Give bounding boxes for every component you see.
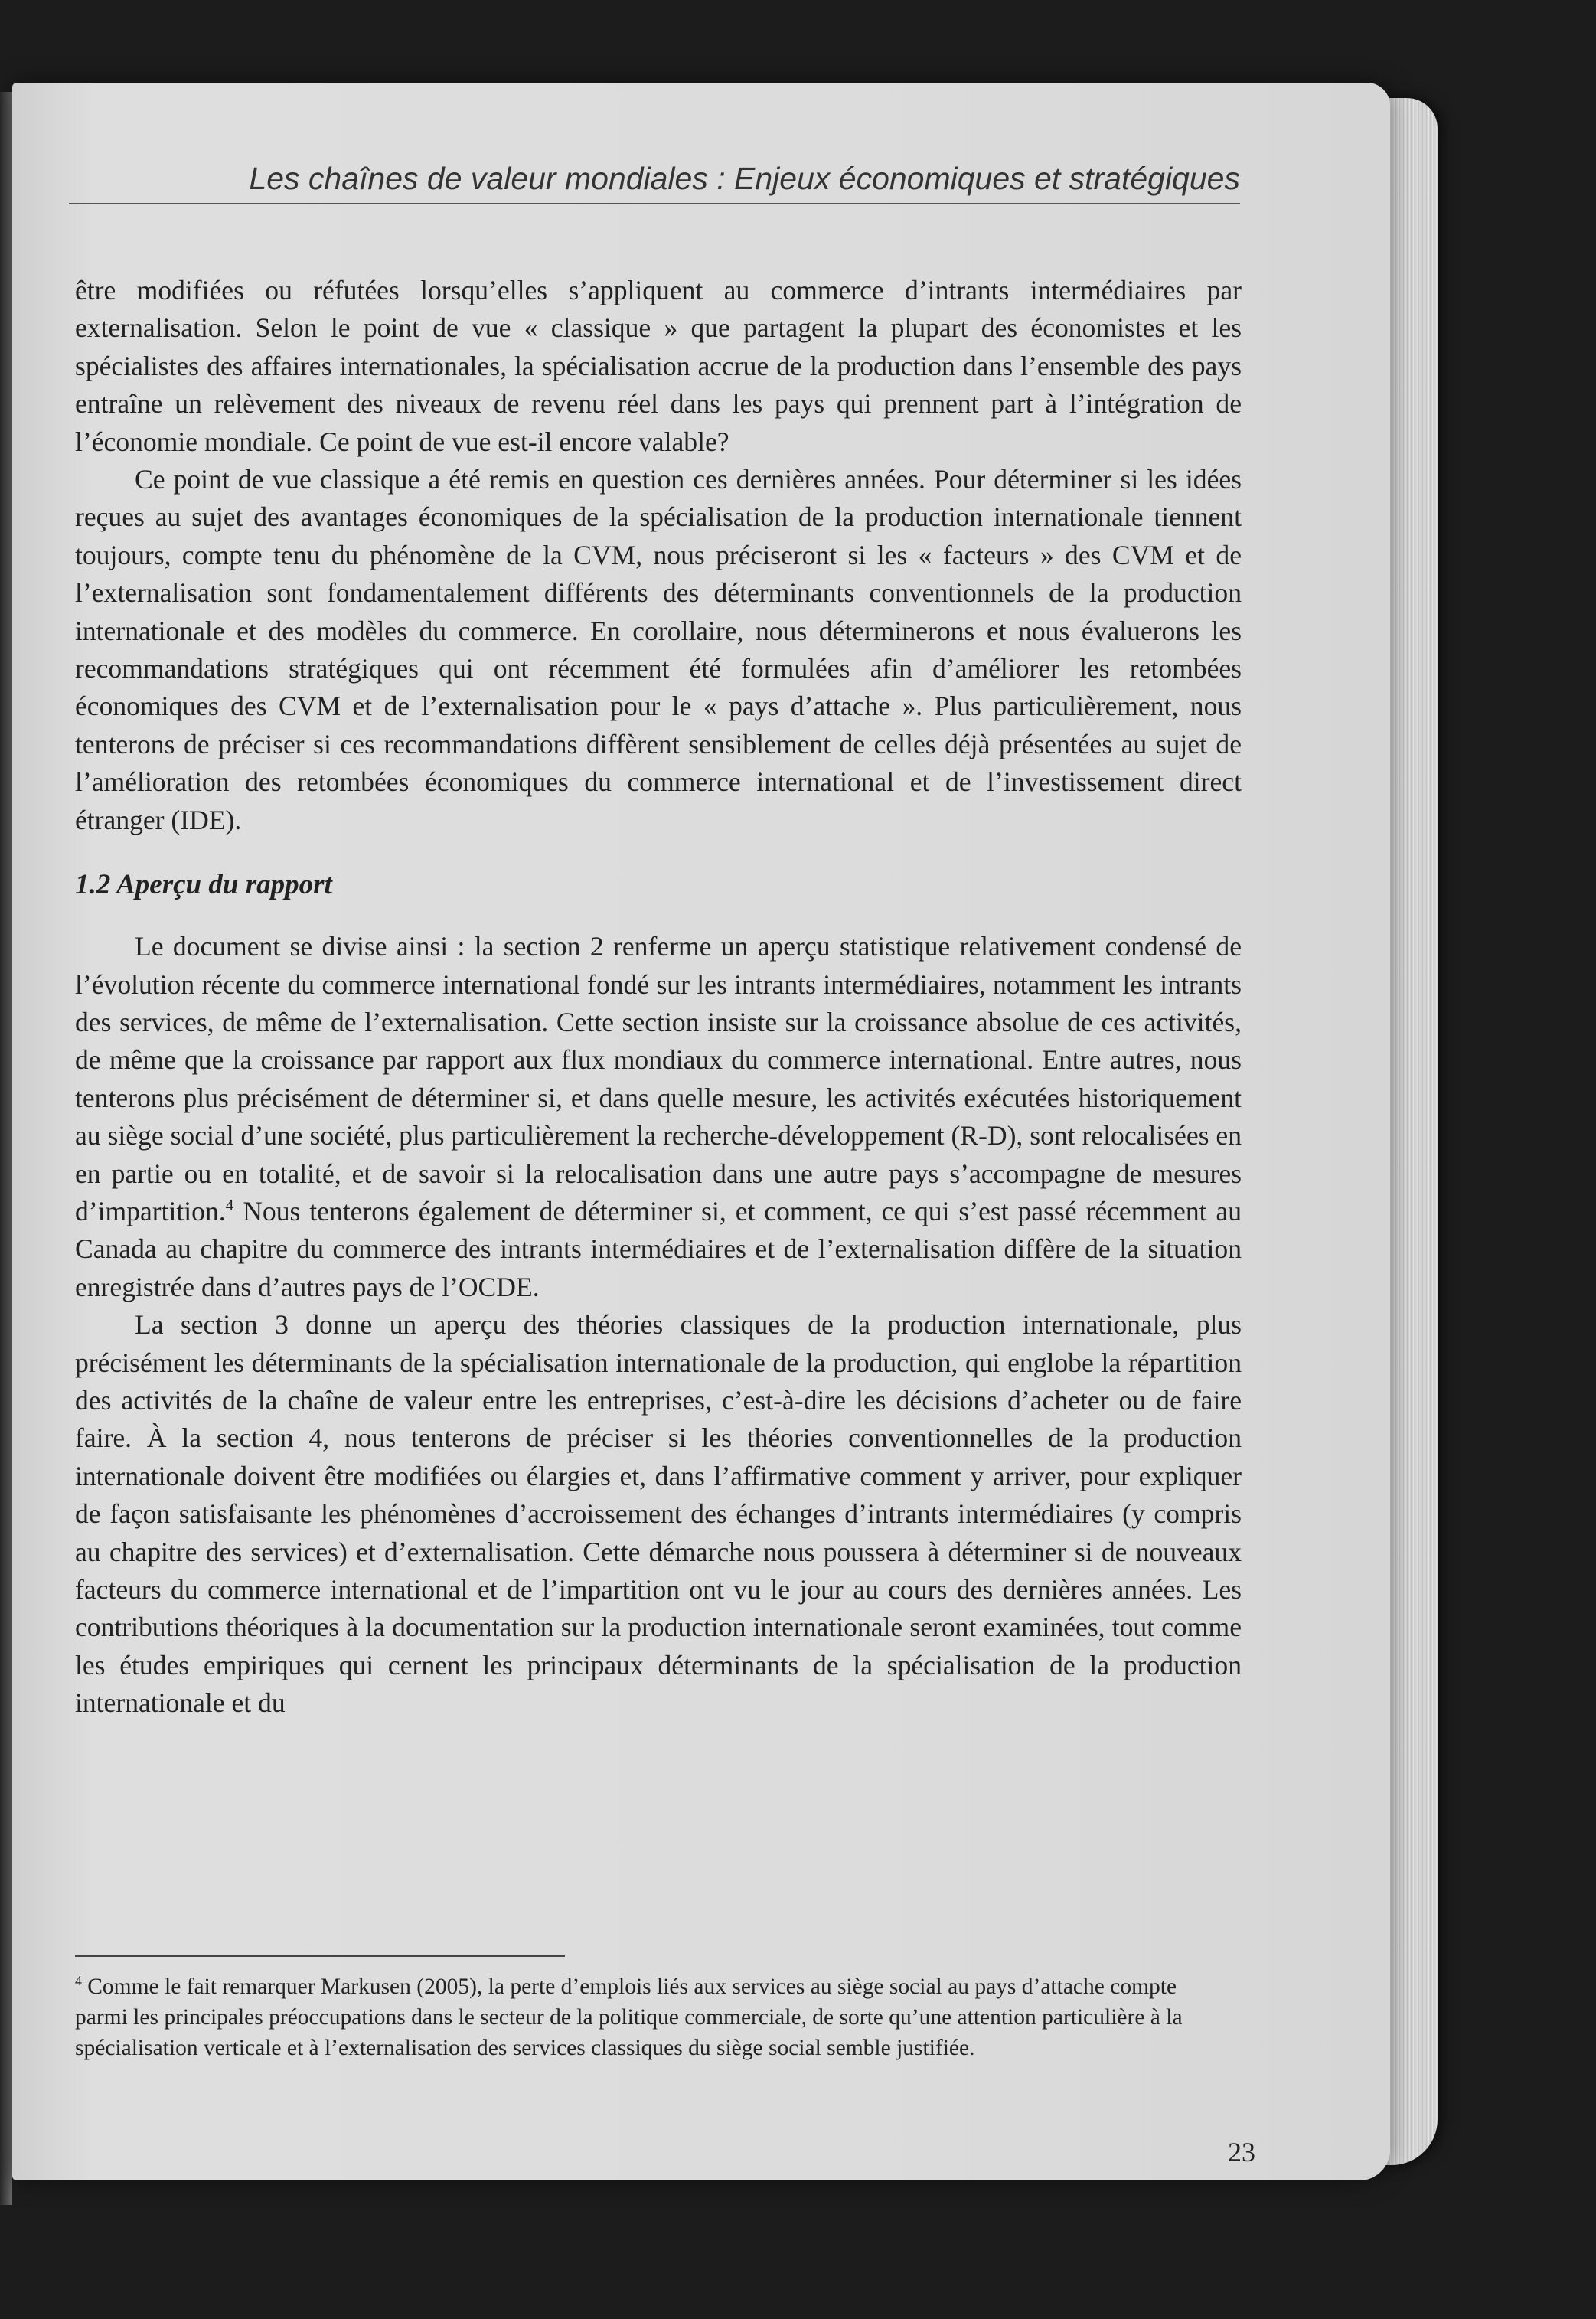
paragraph-continuation: être modifiées ou réfutées lorsqu’elles s’appliquent au commerce d’intrants intermédiaires par externalisation. Selon le point de vue « classique » que partagent la plupart des économistes et les spécialistes des affaires internationales, la spécialisation accrue de la production dans l’ensemble des pays entraîne un relèvement des niveaux de revenu réel dans les pays qui prennent part à l’intégration de l’économie mondiale. Ce point de vue est-il encore valable? xyxy=(75,275,1242,457)
section-heading: 1.2 Aperçu du rapport xyxy=(75,869,332,901)
footnote-text: Comme le fait remarquer Markusen (2005), la perte d’emplois liés aux services au siège social au pays d’attache compte parmi les principales préoccupations dans le secteur de la politique commerciale, de sorte qu’une attention particulière à la spécialisation verticale et à l’externalisation des services classiques du siège social semble justifiée. xyxy=(75,1974,1183,2060)
footnote-marker: 4 xyxy=(75,1973,82,1989)
paragraph-section-2-overview xyxy=(75,928,1242,1306)
footnote-divider xyxy=(75,1955,565,1957)
footnote-reference: 4 xyxy=(225,1196,234,1215)
paragraph-section-3-overview: La section 3 donne un aperçu des théories classiques de la production internationale, plus précisément les déterminants de la spécialisation internationale de la production, qui englobe la répartition des activités de la chaîne de valeur entre les entreprises, c’est-à-dire les décisions d’acheter ou de faire faire. À la section 4, nous tenterons de préciser si les théories conventionnelles de la production internationale doivent être modifiées ou élargies et, dans l’affirmative comment y arriver, pour expliquer de façon satisfaisante les phénomènes d’accroissement des échanges d’intrants intermédiaires (y compris au chapitre des services) et d’externalisation. Cette démarche nous poussera à déterminer si de nouveaux facteurs du commerce international et de l’impartition ont vu le jour au cours des dernières années. Les contributions théoriques à la documentation sur la production internationale seront examinées, tout comme les études empiriques qui cernent les principaux déterminants de la spécialisation de la production internationale et du xyxy=(75,1309,1242,1719)
body-text xyxy=(75,272,1242,1723)
paragraph-text-part: Nous tenterons également de déterminer si, et comment, ce qui s’est passé récemment au Canada au chapitre du commerce des intrants intermédiaires et de l’externalisation diffère de la situation enregistrée dans d’autres pays de l’OCDE. xyxy=(75,1195,1242,1302)
footnote xyxy=(75,1971,1223,2063)
paragraph-text-part: Le document se divise ainsi : la section 2 renferme un aperçu statistique relativement condensé de l’évolution récente du commerce international fondé sur les intrants intermédiaires, notamment les intrants des services, de même de l’externalisation. Cette section insiste sur la croissance absolue de ces activités, de même que la croissance par rapport aux flux mondiaux du commerce international. Entre autres, nous tenterons plus précisément de déterminer si, et dans quelle mesure, les activités exécutées historiquement au siège social d’une société, plus particulièrement la recherche-développement (R-D), sont relocalisées en en partie ou en totalité, et de savoir si la relocalisation dans une autre pays s’accompagne de mesures d’impartition. xyxy=(75,931,1242,1226)
paragraph-classic-view: Ce point de vue classique a été remis en question ces dernières années. Pour déterminer si les idées reçues au sujet des avantages économiques de la spécialisation de la production internationale tiennent toujours, compte tenu du phénomène de la CVM, nous préciseront si les « facteurs » des CVM et de l’externalisation sont fondamentalement différents des déterminants conventionnels de la production internationale et des modèles du commerce. En corollaire, nous déterminerons et nous évaluerons les recommandations stratégiques qui ont récemment été formulées afin d’améliorer les retombées économiques des CVM et de l’externalisation pour le « pays d’attache ». Plus particulièrement, nous tenterons de préciser si ces recommandations diffèrent sensiblement de celles déjà présentées au sujet de l’amélioration des retombées économiques du commerce international et de l’investissement direct étranger (IDE). xyxy=(75,464,1242,835)
page-number: 23 xyxy=(1228,2137,1255,2167)
adjacent-page-edge xyxy=(0,92,12,2205)
running-header: Les chaînes de valeur mondiales : Enjeux économiques et stratégiques xyxy=(69,161,1240,204)
